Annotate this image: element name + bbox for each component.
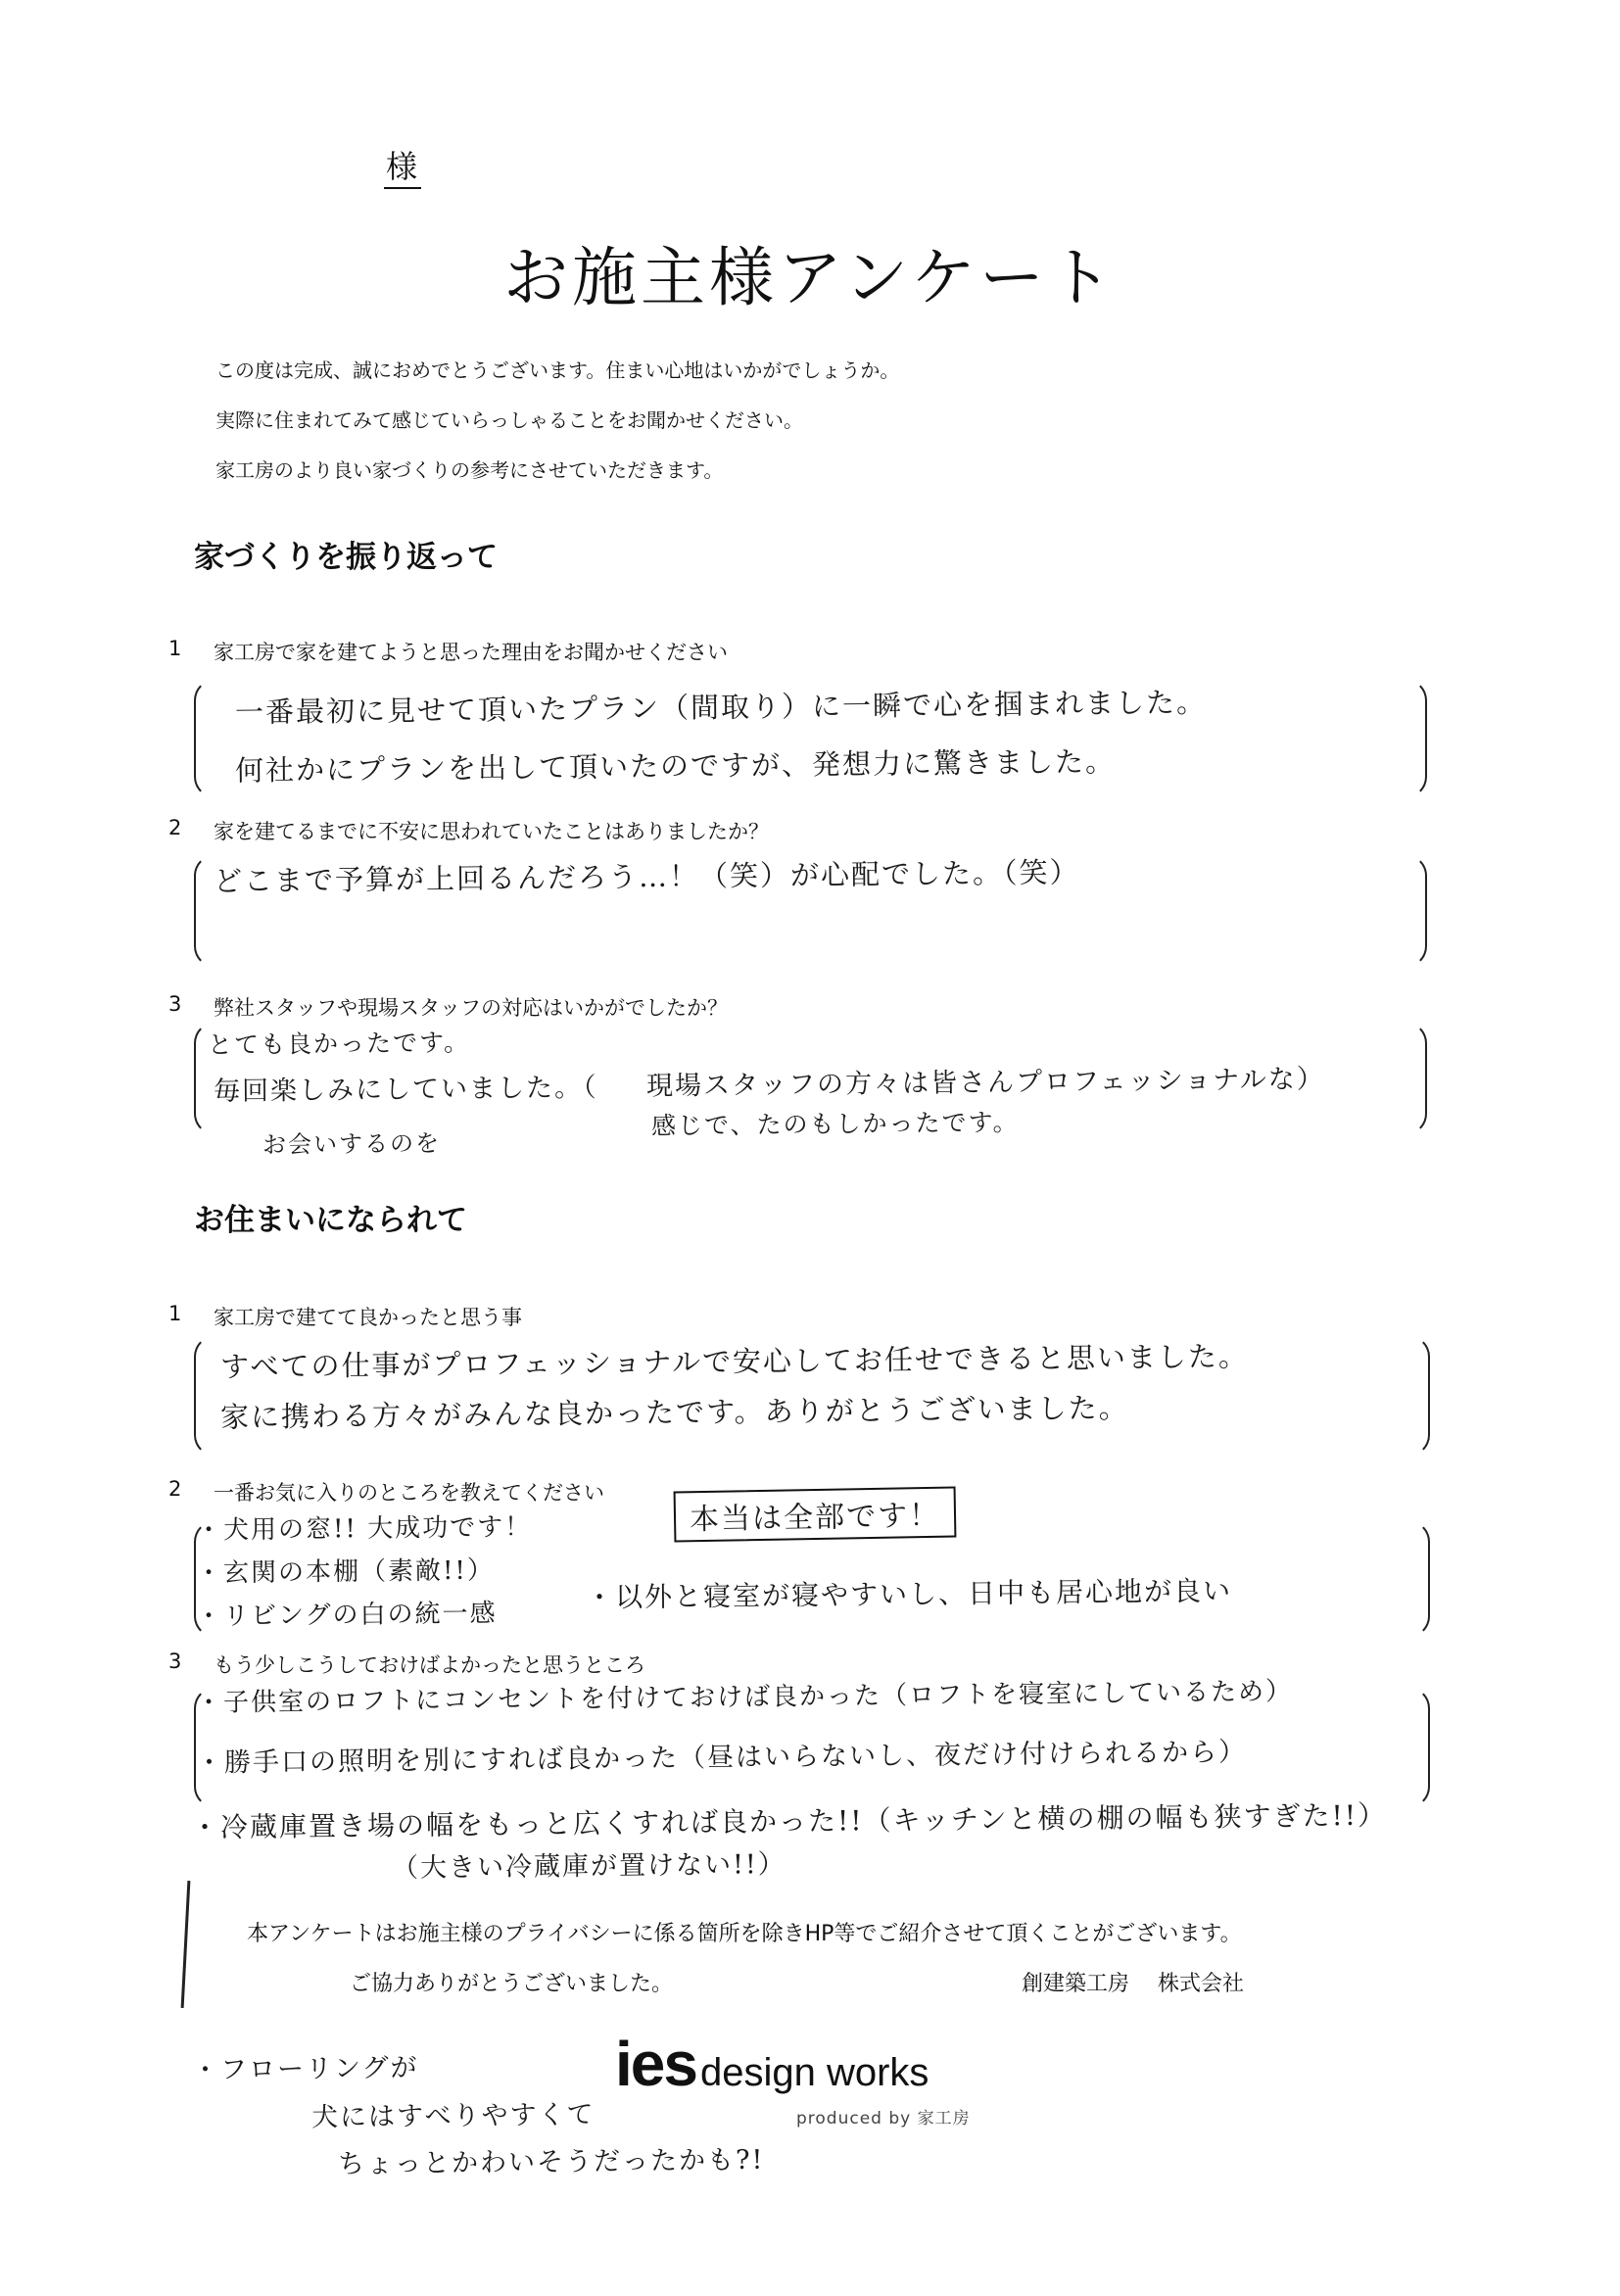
company-name: 創建築工房 株式会社: [1022, 1972, 1244, 1996]
handwritten-answer: すべての仕事がプロフェッショナルで安心してお任せできると思いました。: [219, 1339, 1250, 1384]
handwritten-answer: 何社かにプランを出して頂いたのですが、発想力に驚きました。: [234, 744, 1117, 788]
intro-line-3: 家工房のより良い家づくりの参考にさせていただきます。: [215, 458, 724, 482]
handwritten-note: ・フローリングが: [191, 2052, 419, 2086]
logo-tagline: produced by 家工房: [796, 2109, 971, 2129]
handwritten-answer: 感じで、たのもしかったです。: [650, 1108, 1020, 1140]
thanks-text: ご協力ありがとうございました。: [350, 1972, 674, 1996]
logo-design-works: design works: [699, 2051, 929, 2094]
handwritten-answer: ・子供室のロフトにコンセントを付けておけば良かった（ロフトを寝室にしているため）: [195, 1677, 1294, 1718]
handwritten-answer: 家に携わる方々がみんな良かったです。ありがとうございました。: [219, 1391, 1129, 1434]
handwritten-answer: ・勝手口の照明を別にすれば良かった（昼はいらないし、夜だけ付けられるから）: [195, 1737, 1248, 1779]
page-title: お施主様アンケート: [502, 240, 1118, 315]
question-text: 一番お気に入りのところを教えてください: [214, 1481, 604, 1505]
section-heading-living: お住まいになられて: [194, 1203, 467, 1238]
section-heading-reflection: 家づくりを振り返って: [194, 540, 498, 575]
question-number: 1: [168, 637, 182, 660]
question-text: 家工房で家を建てようと思った理由をお聞かせください: [214, 641, 728, 664]
customer-name-honorific: 様: [384, 142, 421, 189]
question-number: 2: [168, 816, 182, 839]
question-text: 家工房で建てて良かったと思う事: [214, 1306, 522, 1329]
question-number: 2: [168, 1477, 182, 1501]
question-text: 家を建てるまでに不安に思われていたことはありましたか？: [214, 820, 769, 843]
handwritten-note: 犬にはすべりやすくて: [310, 2099, 596, 2133]
handwritten-answer: 現場スタッフの方々は皆さんプロフェッショナルな）: [645, 1064, 1325, 1102]
company-logo: [615, 2028, 971, 2129]
handwritten-answer: ・以外と寝室が寝やすいし、日中も居心地が良い: [585, 1574, 1233, 1614]
handwritten-bracket-stroke: [181, 1881, 191, 2008]
handwritten-answer: どこまで予算が上回るんだろう…！（笑）が心配でした。（笑）: [213, 855, 1080, 898]
handwritten-answer: ・犬用の窓!! 大成功です！: [195, 1512, 533, 1546]
logo-ies: ies: [615, 2029, 696, 2099]
privacy-notice: 本アンケートはお施主様のプライバシーに係る箇所を除きHP等でご紹介させて頂くことがございます。: [247, 1922, 1242, 1946]
question-number: 3: [168, 992, 182, 1016]
highlight-box: 本当は全部です！: [674, 1486, 957, 1542]
handwritten-answer: 一番最初に見せて頂いたプラン（間取り）に一瞬で心を掴まれました。: [234, 685, 1208, 730]
handwritten-note: ちょっとかわいそうだったかも?!: [337, 2144, 765, 2180]
intro-line-1: この度は完成、誠におめでとうございます。住まい心地はいかがでしょうか。: [215, 359, 900, 382]
handwritten-answer: とても良かったです。: [207, 1028, 471, 1060]
handwritten-insertion: お会いするのを: [262, 1129, 442, 1159]
handwritten-answer: （大きい冷蔵庫が置けない!!）: [391, 1848, 786, 1885]
handwritten-answer: 毎回楽しみにしていました。（: [213, 1072, 598, 1108]
question-text: 弊社スタッフや現場スタッフの対応はいかがでしたか？: [214, 996, 728, 1020]
intro-line-2: 実際に住まれてみて感じていらっしゃることをお聞かせください。: [215, 408, 803, 432]
handwritten-answer: ・冷蔵庫置き場の幅をもっと広くすれば良かった!!（キッチンと横の棚の幅も狭すぎた!!）: [190, 1798, 1388, 1844]
question-number: 3: [168, 1650, 182, 1673]
question-text: もう少しこうしておけばよかったと思うところ: [214, 1653, 645, 1677]
handwritten-answer: ・玄関の本棚（素敵!!）: [195, 1555, 496, 1589]
handwritten-answer: ・リビングの白の統一感: [195, 1599, 498, 1632]
question-number: 1: [168, 1302, 182, 1325]
